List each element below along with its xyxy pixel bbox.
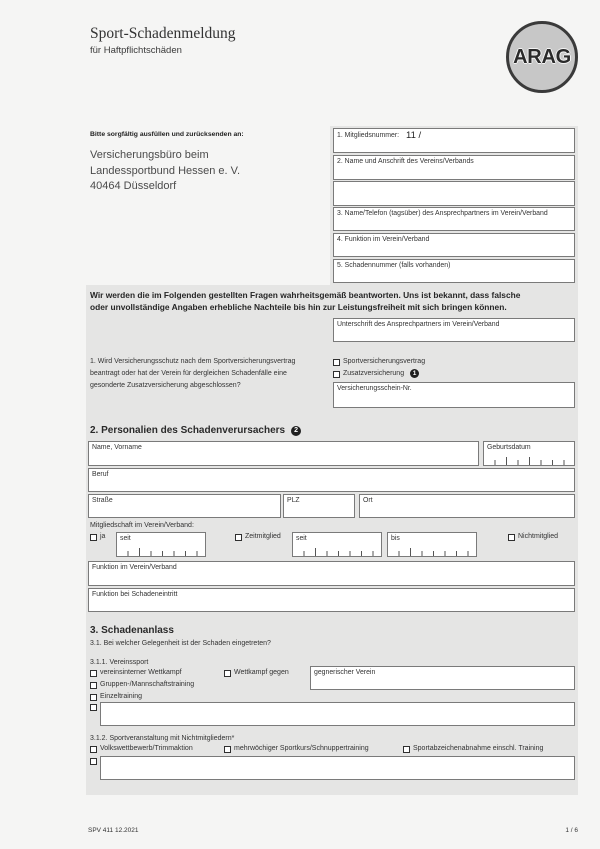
- sport-insurance-checkbox[interactable]: [333, 359, 340, 366]
- individual-training-checkbox[interactable]: [90, 694, 97, 701]
- date-separator-tick: [529, 457, 530, 465]
- non-member-event-heading: 3.1.2. Sportveranstaltung mit Nichtmitgliedern*: [90, 735, 235, 742]
- date-separator-tick: [506, 457, 507, 465]
- sport-badge-checkbox[interactable]: [403, 746, 410, 753]
- internal-competition-checkbox[interactable]: [90, 670, 97, 677]
- sport-badge-label: Sportabzeichenabnahme einschl. Training: [413, 745, 544, 752]
- incident-function-field[interactable]: [88, 588, 575, 612]
- additional-insurance-option: [343, 369, 419, 378]
- club-function-field[interactable]: [333, 233, 575, 257]
- return-instruction: Bitte sorgfältig ausfüllen und zurücksenden an:: [90, 131, 244, 138]
- member-number-label: 1. Mitgliedsnummer:: [337, 132, 400, 139]
- membership-label: Mitgliedschaft im Verein/Verband:: [90, 522, 194, 529]
- public-competition-checkbox[interactable]: [90, 746, 97, 753]
- non-member-label: Nichtmitglied: [518, 533, 559, 540]
- person-club-function-label: Funktion im Verein/Verband: [92, 564, 177, 571]
- date-ticks: [388, 551, 476, 556]
- policy-number-label: Versicherungsschein-Nr.: [337, 385, 412, 392]
- insurance-question-text: 1. Wird Versicherungsschutz nach dem Sportversicherungsvertrag: [90, 358, 296, 365]
- additional-insurance-checkbox[interactable]: [333, 371, 340, 378]
- individual-training-label: Einzeltraining: [100, 693, 143, 700]
- policy-number-field[interactable]: [333, 382, 575, 408]
- club-name-address-label: 2. Name und Anschrift des Vereins/Verbands: [337, 158, 474, 165]
- return-address-line: 40464 Düsseldorf: [90, 180, 177, 192]
- incident-function-label: Funktion bei Schadeneintritt: [92, 591, 178, 598]
- street-label: Straße: [92, 497, 113, 504]
- team-training-checkbox[interactable]: [90, 682, 97, 689]
- date-separator-tick: [410, 548, 411, 556]
- member-since-label: seit: [120, 535, 131, 542]
- opponent-club-field[interactable]: [310, 666, 575, 690]
- birthdate-label: Geburtsdatum: [487, 444, 531, 451]
- street-field[interactable]: [88, 494, 281, 518]
- footnote-marker-1: 1: [410, 369, 419, 378]
- additional-insurance-label: Zusatzversicherung: [343, 370, 405, 377]
- section-3-heading: 3. Schadenanlass: [90, 625, 174, 636]
- team-training-label: Gruppen-/Mannschaftstraining: [100, 681, 195, 688]
- contact-person-field[interactable]: [333, 207, 575, 231]
- temporary-until-field[interactable]: [387, 532, 477, 557]
- opponent-club-label: gegnerischer Verein: [314, 669, 376, 676]
- club-function-label: 4. Funktion im Verein/Verband: [337, 236, 430, 243]
- temporary-member-checkbox[interactable]: [235, 534, 242, 541]
- zip-field[interactable]: [283, 494, 355, 518]
- club-name-address-field-line-2[interactable]: [333, 181, 575, 206]
- occasion-question: 3.1. Bei welcher Gelegenheit ist der Schaden eingetreten?: [90, 640, 271, 647]
- insurance-question-text: gesonderte Zusatzversicherung abgeschlossen?: [90, 382, 241, 389]
- temporary-until-label: bis: [391, 535, 400, 542]
- birthdate-field[interactable]: [483, 441, 575, 466]
- club-name-address-field[interactable]: [333, 155, 575, 180]
- member-number-value: 11 /: [406, 130, 422, 141]
- declaration-text: oder unvollständige Angaben erhebliche Nachteile bis hin zur Leistungsfreiheit mit sich bringen können.: [90, 302, 507, 312]
- competition-against-checkbox[interactable]: [224, 670, 231, 677]
- member-yes-checkbox[interactable]: [90, 534, 97, 541]
- signature-label: Unterschrift des Ansprechpartners im Verein/Verband: [337, 321, 500, 328]
- temporary-since-label: seit: [296, 535, 307, 542]
- section-2-heading: [90, 424, 301, 437]
- sport-insurance-label: Sportversicherungsvertrag: [343, 358, 426, 365]
- occupation-label: Beruf: [92, 471, 109, 478]
- non-member-event-other-checkbox[interactable]: [90, 758, 97, 765]
- signature-field[interactable]: [333, 318, 575, 342]
- public-competition-label: Volkswettbewerb/Trimmaktion: [100, 745, 193, 752]
- club-sport-other-field[interactable]: [100, 702, 575, 726]
- name-field[interactable]: [88, 441, 479, 466]
- competition-against-label: Wettkampf gegen: [234, 669, 289, 676]
- date-ticks: [117, 551, 205, 556]
- city-field[interactable]: [359, 494, 575, 518]
- form-subtitle: für Haftpflichtschäden: [90, 45, 182, 56]
- footnote-marker-2: 2: [291, 426, 301, 436]
- claim-number-label: 5. Schadennummer (falls vorhanden): [337, 262, 451, 269]
- club-sport-other-checkbox[interactable]: [90, 704, 97, 711]
- sport-course-label: mehrwöchiger Sportkurs/Schnuppertraining: [234, 745, 369, 752]
- claim-number-field[interactable]: [333, 259, 575, 283]
- occupation-field[interactable]: [88, 468, 575, 492]
- logo-text: ARAG: [513, 45, 571, 68]
- zip-label: PLZ: [287, 497, 300, 504]
- return-address-line: Landessportbund Hessen e. V.: [90, 165, 241, 177]
- form-code: SPV 411 12.2021: [88, 827, 139, 834]
- page-number: 1 / 6: [565, 827, 578, 834]
- internal-competition-label: vereinsinterner Wettkampf: [100, 669, 182, 676]
- date-separator-tick: [139, 548, 140, 556]
- name-label: Name, Vorname: [92, 444, 142, 451]
- arag-logo: [506, 21, 578, 93]
- declaration-text: Wir werden die im Folgenden gestellten Fragen wahrheitsgemäß beantworten. Uns ist bekannt, dass falsche: [90, 290, 521, 300]
- member-since-field[interactable]: [116, 532, 206, 557]
- city-label: Ort: [363, 497, 373, 504]
- temporary-since-field[interactable]: [292, 532, 382, 557]
- sport-course-checkbox[interactable]: [224, 746, 231, 753]
- return-address-line: Versicherungsbüro beim: [90, 149, 209, 161]
- temporary-member-label: Zeitmitglied: [245, 533, 281, 540]
- date-ticks: [293, 551, 381, 556]
- club-sport-heading: 3.1.1. Vereinssport: [90, 659, 149, 666]
- non-member-checkbox[interactable]: [508, 534, 515, 541]
- member-number-field[interactable]: [333, 128, 575, 153]
- insurance-question-text: beantragt oder hat der Verein für dergleichen Schadenfälle eine: [90, 370, 287, 377]
- contact-person-label: 3. Name/Telefon (tagsüber) des Ansprechpartners im Verein/Verband: [337, 210, 548, 217]
- date-separator-tick: [315, 548, 316, 556]
- section-2-title: 2. Personalien des Schadenverursachers: [90, 425, 286, 436]
- form-title: Sport-Schadenmeldung: [90, 25, 236, 42]
- member-yes-label: ja: [100, 533, 106, 540]
- person-club-function-field[interactable]: [88, 561, 575, 586]
- non-member-event-other-field[interactable]: [100, 756, 575, 780]
